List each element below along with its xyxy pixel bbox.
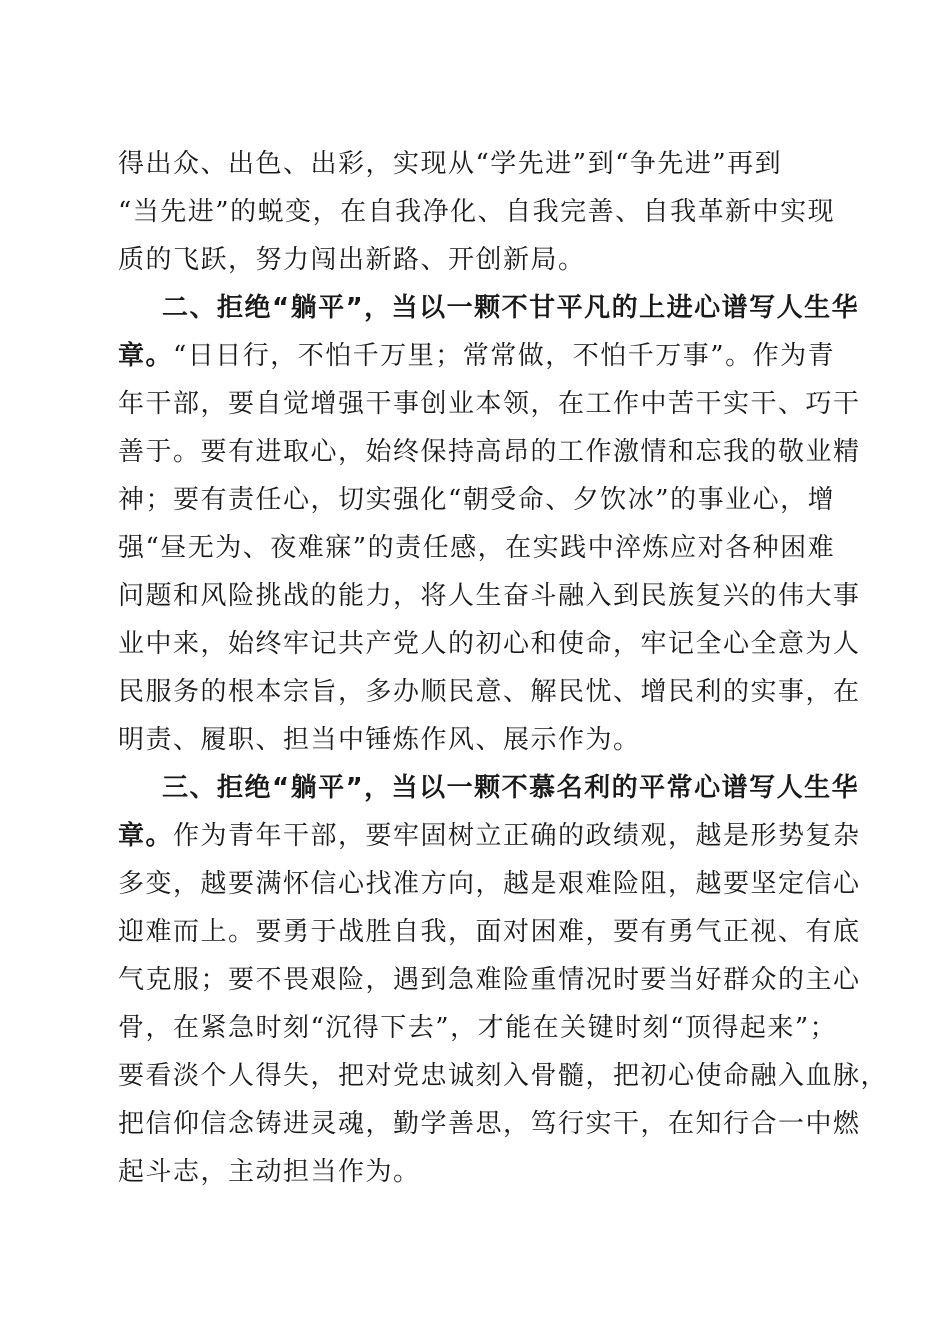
text-line: 骨，在紧急时刻“沉得下去”，才能在关键时刻“顶得起来”； xyxy=(118,1013,838,1043)
paragraph-continuation xyxy=(118,140,836,284)
paragraph-section-three xyxy=(118,764,889,1196)
text-line: 得出众、出色、出彩，实现从“学先进”到“争先进”再到 xyxy=(118,149,783,179)
text-line: 气克服；要不畏艰险，遇到急难险重情况时要当好群众的主心 xyxy=(118,965,861,995)
section-heading-end: 章。 xyxy=(118,821,174,851)
section-heading: 二、拒绝“躺平”，当以一颗不甘平凡的上进心谱写人生华 xyxy=(162,293,860,323)
text-line: 年干部，要自觉增强干事创业本领，在工作中苦干实干、巧干 xyxy=(118,389,861,419)
text-line: “当先进”的蜕变，在自我净化、自我完善、自我革新中实现 xyxy=(118,197,836,227)
text-line: 业中来，始终牢记共产党人的初心和使命，牢记全心全意为人 xyxy=(118,629,861,659)
text-run: 作为青年干部，要牢固树立正确的政绩观，越是形势复杂 xyxy=(173,821,861,851)
text-line: 问题和风险挑战的能力，将人生奋斗融入到民族复兴的伟大事 xyxy=(118,581,861,611)
text-line: 质的飞跃，努力闯出新路、开创新局。 xyxy=(118,245,586,275)
text-line: 要看淡个人得失，把对党忠诚刻入骨髓，把初心使命融入血脉， xyxy=(118,1061,889,1091)
text-line: 民服务的根本宗旨，多办顺民意、解民忧、增民利的实事，在 xyxy=(118,677,861,707)
text-line: 把信仰信念铸进灵魂，勤学善思，笃行实干，在知行合一中燃 xyxy=(118,1109,861,1139)
section-heading: 三、拒绝“躺平”，当以一颗不慕名利的平常心谱写人生华 xyxy=(162,773,860,803)
text-run: “日日行，不怕千万里；常常做，不怕千万事”。作为青 xyxy=(173,341,836,371)
text-line xyxy=(118,284,860,332)
document-body xyxy=(118,140,889,1196)
text-line: 神；要有责任心，切实强化“朝受命、夕饮冰”的事业心，增 xyxy=(118,485,836,515)
text-line: 多变，越要满怀信心找准方向，越是艰难险阻，越要坚定信心 xyxy=(118,869,861,899)
text-line: 明责、履职、担当中锤炼作风、展示作为。 xyxy=(118,725,641,755)
paragraph-section-two xyxy=(118,284,861,764)
text-line xyxy=(118,332,836,380)
section-heading-end: 章。 xyxy=(118,341,174,371)
text-line: 善于。要有进取心，始终保持高昂的工作激情和忘我的敬业精 xyxy=(118,437,861,467)
text-line xyxy=(118,764,860,812)
text-line: 强“昼无为、夜难寐”的责任感，在实践中淬炼应对各种困难 xyxy=(118,533,836,563)
text-line: 起斗志，主动担当作为。 xyxy=(118,1157,421,1187)
text-line xyxy=(118,812,861,860)
text-line: 迎难而上。要勇于战胜自我，面对困难，要有勇气正视、有底 xyxy=(118,917,861,947)
